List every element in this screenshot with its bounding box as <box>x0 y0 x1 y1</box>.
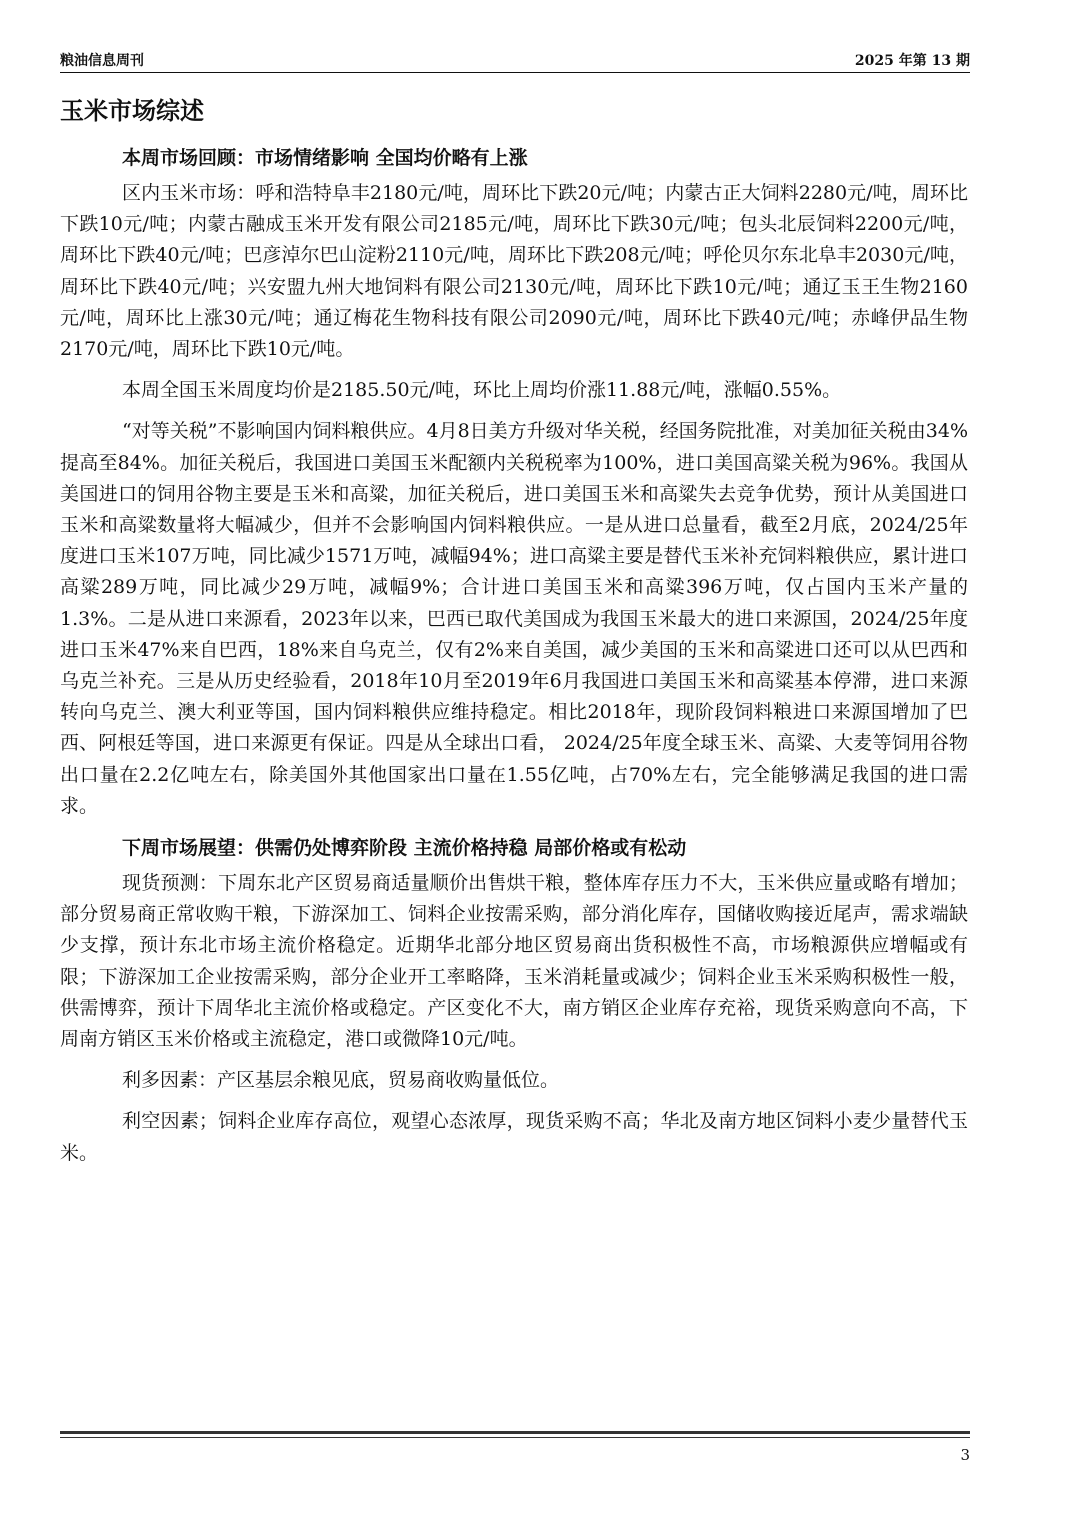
footer-divider-thin <box>60 1437 970 1438</box>
article-body <box>60 142 968 1179</box>
review-heading: 本周市场回顾：市场情绪影响 全国均价略有上涨 <box>122 147 528 169</box>
issue-number: 2025 年第 13 期 <box>854 53 970 69</box>
page-number: 3 <box>960 1446 970 1464</box>
bearish-factors-paragraph: 利空因素；饲料企业库存高位，观望心态浓厚，现货采购不高；华北及南方地区饲料小麦少量替代玉米。 <box>60 1110 968 1164</box>
page-header <box>60 50 970 73</box>
regional-prices-paragraph: 区内玉米市场：呼和浩特阜丰2180元/吨，周环比下跌20元/吨；内蒙古正大饲料2280元/吨，周环比下跌10元/吨；内蒙古融成玉米开发有限公司2185元/吨，周环比下跌30元/吨；包头北辰饲料2200元/吨，周环比下跌40元/吨；巴彦淖尔巴山淀粉2110元/吨，周环比下跌208元/吨；呼伦贝尔东北阜丰2030元/吨，周环比下跌40元/吨；兴安盟九州大地饲料有限公司2130元/吨，周环比下跌10元/吨；通辽玉王生物2160元/吨，周环比上涨30元/吨；通辽梅花生物科技有限公司2090元/吨，周环比下跌40元/吨；赤峰伊品生物2170元/吨，周环比下跌10元/吨。 <box>60 182 968 361</box>
bullish-factors-paragraph: 利多因素：产区基层余粮见底，贸易商收购量低位。 <box>122 1069 560 1092</box>
section-title: 玉米市场综述 <box>60 96 204 125</box>
outlook-heading: 下周市场展望：供需仍处博弈阶段 主流价格持稳 局部价格或有松动 <box>122 837 687 860</box>
footer-divider-thick <box>60 1431 970 1434</box>
spot-forecast-paragraph: 现货预测：下周东北产区贸易商适量顺价出售烘干粮，整体库存压力不大，玉米供应量或略有增加；部分贸易商正常收购干粮，下游深加工、饲料企业按需采购，部分消化库存，国储收购接近尾声，需求端缺少支撑，预计东北市场主流价格稳定。近期华北部分地区贸易商出货积极性不高，市场粮源供应增幅或有限；下游深加工企业按需采购，部分企业开工率略降，玉米消耗量或减少；饲料企业玉米采购积极性一般，供需博弈，预计下周华北主流价格或稳定。产区变化不大，南方销区企业库存充裕，现货采购意向不高，下周南方销区玉米价格或主流稳定，港口或微降10元/吨。 <box>60 872 968 1051</box>
tariff-analysis-paragraph: “对等关税”不影响国内饲料粮供应。4月8日美方升级对华关税，经国务院批准，对美加征关税由34%提高至84%。加征关税后，我国进口美国玉米配额内关税税率为100%，进口美国高粱关税为96%。我国从美国进口的饲用谷物主要是玉米和高粱，加征关税后，进口美国玉米和高粱失去竞争优势，预计从美国进口玉米和高粱数量将大幅减少，但并不会影响国内饲料粮供应。一是从进口总量看，截至2月底，2024/25年度进口玉米107万吨，同比减少1571万吨，减幅94%；进口高粱主要是替代玉米补充饲料粮供应，累计进口高粱289万吨，同比减少29万吨，减幅9%；合计进口美国玉米和高粱396万吨，仅占国内玉米产量的1.3%。二是从进口来源看，2023年以来，巴西已取代美国成为我国玉米最大的进口来源国，2024/25年度进口玉米47%来自巴西，18%来自乌克兰，仅有2%来自美国，减少美国的玉米和高粱进口还可以从巴西和乌克兰补充。三是从历史经验看，2018年10月至2019年6月我国进口美国玉米和高粱基本停滞，进口来源转向乌克兰、澳大利亚等国，国内饲料粮供应维持稳定。相比2018年，现阶段饲料粮进口来源国增加了巴西、阿根廷等国，进口来源更有保证。四是从全球出口看， 2024/25年度全球玉米、高粱、大麦等饲用谷物出口量在2.2亿吨左右，除美国外其他国家出口量在1.55亿吨，占70%左右，完全能够满足我国的进口需求。 <box>60 420 968 817</box>
publication-name: 粮油信息周刊 <box>60 53 144 69</box>
national-average-paragraph: 本周全国玉米周度均价是2185.50元/吨，环比上周均价涨11.88元/吨，涨幅0.55%。 <box>122 379 842 402</box>
